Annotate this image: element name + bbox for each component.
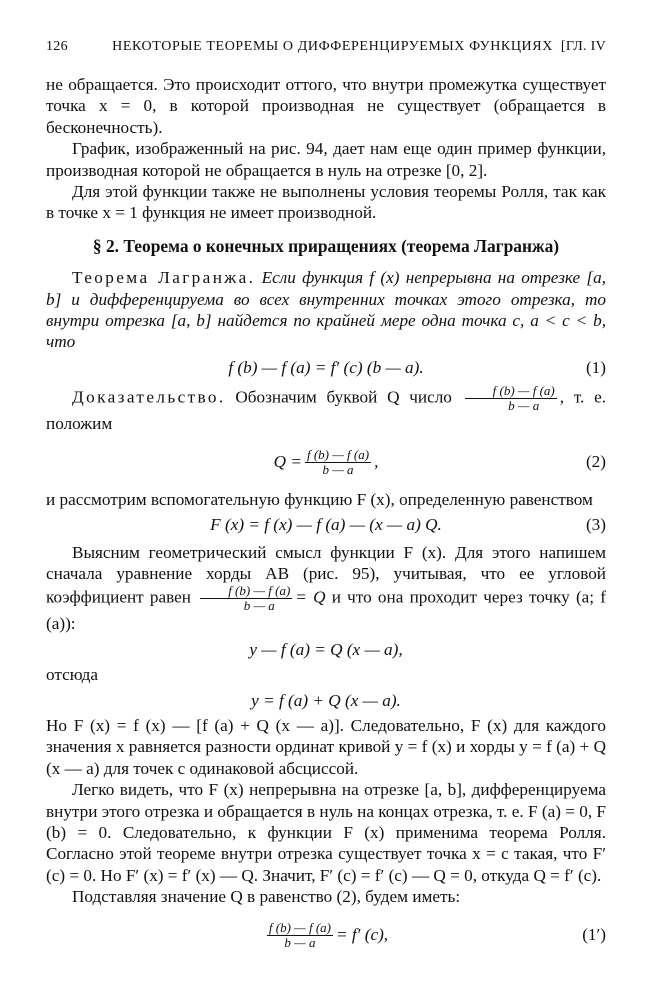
equation-2-lhs: Q = (273, 451, 302, 471)
equation-1-prime (46, 912, 606, 958)
fraction-q (465, 384, 557, 413)
equation-2-tail: , (374, 451, 379, 471)
theorem-label: Теорема Лагранжа. (72, 268, 256, 288)
geometry-paragraph-3: Легко видеть, что F (x) непрерывна на отрезке [a, b], дифференцируема внутри этого отрезка и обращается в нуль на концах отрезка, т. е. F (a) = 0, F (b) = 0. Следовательно, к функции F (x) применима теорема Ролля. Согласно этой теореме внутри отрезка существует точка x = c такая, что F′ (c) = 0. Но F′ (x) = f′ (x) — Q. Значит, F′ (c) = f′ (c) — Q = 0, откуда Q = f′ (c). (46, 780, 606, 885)
proof-comma: , (559, 387, 565, 407)
chord-slope-eq: = Q (295, 587, 326, 607)
equation-2-denominator: b — a (322, 462, 354, 478)
intro-paragraph-3: Для этой функции также не выполнены условия теоремы Ролля, так как в точке x = 1 функция не имеет производной. (46, 182, 606, 223)
running-title: НЕКОТОРЫЕ ТЕОРЕМЫ О ДИФФЕРЕНЦИРУЕМЫХ ФУНКЦИЯХ (112, 39, 553, 54)
geometry-paragraph-2: Но F (x) = f (x) — [f (a) + Q (x — a)]. Следовательно, F (x) для каждого значения x равняется разности ординат кривой y = f (x) и хорды y = f (a) + Q (x — a) для точек с одинаковой абсциссой. (46, 715, 606, 778)
equation-2-number: (2) (585, 451, 606, 471)
running-header (46, 36, 606, 62)
intro-paragraph-1: не обращается. Это происходит оттого, что внутри промежутка существует точка x = 0, в которой производная не существует (обращается в бесконечность). (46, 75, 606, 137)
chord-equation-1: y — f (a) = Q (x — a), (249, 639, 403, 659)
equation-1 (46, 357, 606, 378)
header-gap (46, 62, 606, 74)
section-heading: § 2. Теорема о конечных приращениях (теорема Лагранжа) (92, 235, 560, 256)
chord-slope-denominator: b — a (243, 598, 275, 614)
proof-label: Доказательство. (72, 387, 226, 407)
equation-2-fraction (305, 448, 371, 477)
geometry-paragraph-4: Подставляя значение Q в равенство (2), будем иметь: (72, 887, 461, 907)
hence-word: отсюда (46, 665, 99, 685)
theorem-statement: Если функция f (x) непрерывна на отрезке [a, b] и дифференцируема во всех внутренних точках этого отрезка, то внутри отрезка [a, b] найдется по крайней мере одна точка c, a < c < b, что (46, 268, 606, 352)
fraction-q-numerator: f (b) — f (a) (465, 384, 557, 399)
chord-slope-numerator: f (b) — f (a) (200, 584, 292, 599)
final-fraction (267, 921, 333, 950)
geometry-paragraph-1 (46, 542, 606, 635)
page-number: 126 (46, 39, 68, 54)
chapter-label: [ГЛ. IV (560, 39, 606, 54)
geometry-text-end: и что она проходит через точку (a; f (a)): (46, 587, 607, 634)
final-fraction-numerator: f (b) — f (a) (268, 920, 331, 936)
intro-paragraph-2: График, изображенный на рис. 94, дает нам еще один пример функции, производная которой не обращается в нуль на отрезке [0, 2]. (46, 139, 606, 180)
chord-slope-fraction (200, 584, 292, 613)
final-fraction-denominator: b — a (284, 935, 316, 951)
equation-3-number: (3) (585, 515, 606, 535)
proof-paragraph (46, 384, 606, 434)
equation-1-body: f (b) — f (a) = f′ (c) (b — a). (228, 357, 424, 377)
chord-equation-2: y = f (a) + Q (x — a). (251, 690, 401, 710)
proof-paragraph-3: и рассмотрим вспомогательную функцию F (x), определенную равенством (46, 489, 593, 509)
equation-2 (46, 439, 606, 485)
geometry-text-start: Выясним геометрический смысл функции F (x). Для этого напишем сначала уравнение хорды AB (рис. 95), учитывая, что ее угловой коэффициент равен (46, 542, 606, 607)
proof-text-1: Обозначим буквой Q число (235, 387, 452, 407)
proof-text-2: т. е. положим (46, 387, 607, 434)
equation-3 (46, 514, 606, 535)
equation-1-prime-number: (1′) (582, 924, 606, 944)
theorem-paragraph (46, 267, 606, 353)
equation-3-body: F (x) = f (x) — f (a) — (x — a) Q. (210, 515, 442, 535)
equation-2-numerator: f (b) — f (a) (306, 447, 370, 463)
final-equation-rhs: = f′ (c), (336, 924, 389, 944)
fraction-q-denominator: b — a (508, 398, 540, 414)
equation-1-number: (1) (585, 357, 606, 377)
